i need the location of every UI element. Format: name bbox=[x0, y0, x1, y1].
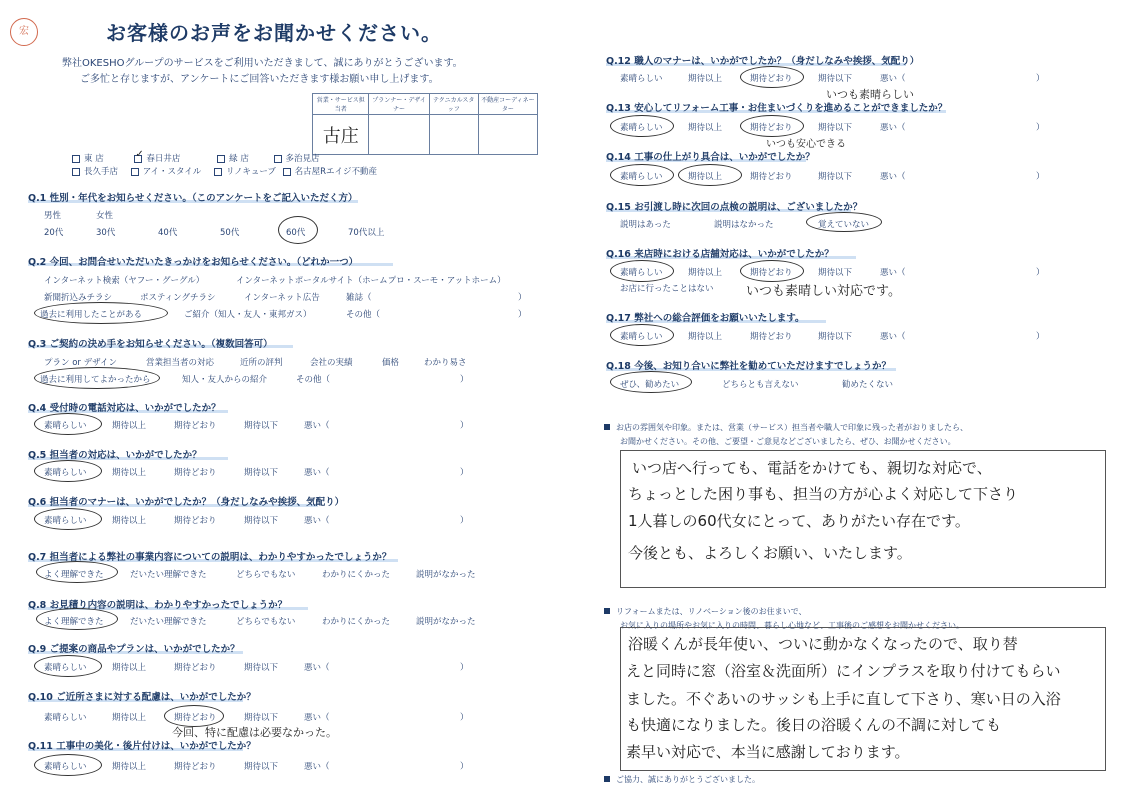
q18-option[interactable]: どちらとも言えない bbox=[722, 380, 799, 390]
bullet-square-icon bbox=[604, 776, 610, 782]
comments2-prompt-1: リフォームまたは、リノベーション後のお住まいで、 bbox=[604, 606, 806, 617]
comments1-prompt-2: お聞かせください。その他、ご要望・ご意見などございましたら、ぜひ、お聞かせください。 bbox=[620, 437, 956, 446]
store-label: 名古屋Rエイジ不動産 bbox=[294, 167, 378, 177]
staff-planner-cell[interactable] bbox=[369, 115, 429, 155]
store-checkbox[interactable] bbox=[214, 168, 222, 176]
comments1-line: ちょっとした困り事も、担当の方が心よく対応して下さり bbox=[628, 485, 1019, 503]
q14-option[interactable]: 期待以下 bbox=[818, 172, 853, 182]
comments1-line: 1人暮しの60代女にとって、ありがたい存在です。 bbox=[628, 512, 970, 530]
q12-option[interactable]: 期待以上 bbox=[688, 74, 723, 84]
store-label: アイ・スタイル bbox=[142, 167, 202, 177]
q10-paren-close: ） bbox=[460, 713, 469, 723]
q16-option-never-visited[interactable]: お店に行ったことはない bbox=[620, 284, 714, 294]
q13-option[interactable]: 素晴らしい bbox=[620, 123, 663, 133]
q5-paren-close: ） bbox=[460, 468, 469, 478]
q16-option[interactable]: 悪い（ bbox=[880, 268, 906, 278]
q3-option[interactable]: 知人・友人からの紹介 bbox=[182, 375, 268, 385]
q1-age-70[interactable]: 70代以上 bbox=[348, 228, 385, 238]
store-checkbox[interactable] bbox=[72, 168, 80, 176]
q7-label: Q.7 担当者による弊社の事業内容についての説明は、わかりやすかったでしょうか？ bbox=[28, 552, 392, 563]
store-label: 長久手店 bbox=[84, 167, 119, 177]
staff-header-realestate: 不動産コーディネーター bbox=[478, 94, 537, 115]
store-label: リノキューブ bbox=[226, 167, 276, 177]
q7-option[interactable]: 説明がなかった bbox=[416, 570, 476, 580]
q9-option[interactable]: 素晴らしい bbox=[44, 663, 87, 673]
q5-option[interactable]: 期待以下 bbox=[244, 468, 279, 478]
q6-option[interactable]: 期待どおり bbox=[174, 516, 217, 526]
q14-option[interactable]: 素晴らしい bbox=[620, 172, 663, 182]
q13-paren-close: ） bbox=[1036, 123, 1045, 133]
staff-technical-cell[interactable] bbox=[429, 115, 478, 155]
q18-answer-circle bbox=[610, 371, 692, 393]
intro-line-2: ご多忙と存じますが、アンケートにご回答いただきます様お願い申し上げます。 bbox=[80, 74, 439, 85]
q17-option[interactable]: 悪い（ bbox=[880, 332, 906, 342]
comments2-line: ました。不ぐあいのサッシも上手に直して下さり、寒い日の入浴 bbox=[626, 690, 1061, 708]
staff-header-planner: プランナー・デザイナー bbox=[369, 94, 429, 115]
q2-paren-close: ） bbox=[518, 293, 527, 303]
store-checkbox[interactable] bbox=[283, 168, 291, 176]
q1-age-50[interactable]: 50代 bbox=[220, 228, 240, 238]
q9-paren-close: ） bbox=[460, 663, 469, 673]
q2-option[interactable]: インターネット検索（ヤフー・グーグル） bbox=[44, 276, 205, 286]
q13-option[interactable]: 期待以下 bbox=[818, 123, 853, 133]
q6-option[interactable]: 期待以下 bbox=[244, 516, 279, 526]
q5-option[interactable]: 悪い（ bbox=[304, 468, 330, 478]
bullet-square-icon bbox=[604, 608, 610, 614]
q6-answer-circle bbox=[34, 508, 102, 530]
q3-option[interactable]: プラン or デザイン bbox=[44, 358, 118, 368]
store-label: 多治見店 bbox=[285, 154, 320, 164]
intro-line-1: 弊社OKESHOグループのサービスをご利用いただきまして、誠にありがとうございます。 bbox=[62, 58, 463, 69]
q14-option[interactable]: 期待どおり bbox=[750, 172, 793, 182]
q11-option[interactable]: 期待以下 bbox=[244, 762, 279, 772]
q11-label: Q.11 工事中の美化・後片付けは、いかがでしたか？ bbox=[28, 741, 256, 752]
q4-label: Q.4 受付時の電話対応は、いかがでしたか？ bbox=[28, 403, 221, 414]
q17-option[interactable]: 素晴らしい bbox=[620, 332, 663, 342]
q16-option[interactable]: 素晴らしい bbox=[620, 268, 663, 278]
q3-option[interactable]: 過去に利用してよかったから bbox=[40, 375, 151, 385]
q4-option[interactable]: 期待以下 bbox=[244, 421, 279, 431]
q6-paren-close: ） bbox=[460, 516, 469, 526]
store-label: 春日井店 bbox=[146, 154, 181, 164]
q3-option[interactable]: 営業担当者の対応 bbox=[146, 358, 215, 368]
q6-option[interactable]: 素晴らしい bbox=[44, 516, 87, 526]
q7-option[interactable]: よく理解できた bbox=[44, 570, 104, 580]
q14-answer-circle bbox=[610, 164, 674, 186]
q18-label: Q.18 今後、お知り合いに弊社を勧めていただけますでしょうか？ bbox=[606, 361, 891, 372]
q10-option[interactable]: 期待どおり bbox=[174, 713, 217, 723]
q16-label: Q.16 来店時における店舗対応は、いかがでしたか？ bbox=[606, 249, 834, 260]
q8-option[interactable]: だいたい理解できた bbox=[130, 617, 207, 627]
staff-sales-name[interactable]: 古庄 bbox=[313, 115, 369, 155]
q17-answer-circle bbox=[610, 324, 674, 346]
q7-option[interactable]: だいたい理解できた bbox=[130, 570, 207, 580]
page-title: お客様のお声をお聞かせください。 bbox=[106, 21, 442, 45]
q11-option[interactable]: 期待どおり bbox=[174, 762, 217, 772]
q10-handwritten-note: 今回、特に配慮は必要なかった。 bbox=[172, 726, 337, 739]
q8-answer-circle bbox=[36, 608, 118, 630]
q4-option[interactable]: 期待どおり bbox=[174, 421, 217, 431]
q17-paren-close: ） bbox=[1036, 332, 1045, 342]
staff-table bbox=[312, 93, 538, 155]
q14-option[interactable]: 期待以上 bbox=[688, 172, 723, 182]
q2-option[interactable]: ポスティングチラシ bbox=[140, 293, 216, 303]
q2-option[interactable]: 過去に利用したことがある bbox=[40, 310, 143, 320]
q13-handwritten-note: いつも安心できる bbox=[766, 139, 846, 150]
comments2-line: えと同時に窓（浴室＆洗面所）にインプラスを取り付けてもらい bbox=[626, 662, 1061, 680]
q14-paren-close: ） bbox=[1036, 172, 1045, 182]
q8-option[interactable]: どちらでもない bbox=[236, 617, 296, 627]
q15-answer-circle bbox=[806, 212, 882, 232]
q16-paren-close: ） bbox=[1036, 268, 1045, 278]
q10-option[interactable]: 期待以下 bbox=[244, 713, 279, 723]
q3-label: Q.3 ご契約の決め手をお知らせください。（複数回答可） bbox=[28, 339, 273, 350]
q2-label: Q.2 今回、お問合せいただいたきっかけをお知らせください。（どれか一つ） bbox=[28, 257, 359, 268]
q4-option[interactable]: 悪い（ bbox=[304, 421, 330, 431]
q13-answer-circle bbox=[610, 115, 674, 137]
q5-option[interactable]: 期待どおり bbox=[174, 468, 217, 478]
q4-option[interactable]: 素晴らしい bbox=[44, 421, 87, 431]
store-checkbox[interactable] bbox=[131, 168, 139, 176]
q11-answer-circle bbox=[34, 754, 102, 776]
q11-option[interactable]: 悪い（ bbox=[304, 762, 330, 772]
q9-option[interactable]: 期待以上 bbox=[112, 663, 147, 673]
q13-answer-circle bbox=[740, 115, 804, 137]
q12-option[interactable]: 悪い（ bbox=[880, 74, 906, 84]
q9-label: Q.9 ご提案の商品やプランは、いかがでしたか？ bbox=[28, 644, 240, 655]
staff-header-sales: 営業・サービス担当者 bbox=[313, 94, 369, 115]
q10-option[interactable]: 期待以上 bbox=[112, 713, 147, 723]
q17-option[interactable]: 期待以下 bbox=[818, 332, 853, 342]
q8-option[interactable]: わかりにくかった bbox=[322, 617, 391, 627]
store-checkbox[interactable] bbox=[72, 155, 80, 163]
q14-answer-circle bbox=[678, 164, 742, 186]
q16-answer-circle bbox=[610, 260, 674, 282]
q3-option[interactable]: 近所の評判 bbox=[240, 358, 283, 368]
q6-option[interactable]: 悪い（ bbox=[304, 516, 330, 526]
footer-thanks: ご協力、誠にありがとうございました。 bbox=[604, 774, 760, 785]
q3-option-other[interactable]: その他（ bbox=[296, 375, 331, 385]
comments1-prompt-1: お店の雰囲気や印象。または、営業（サービス）担当者や職人で印象に残った者がおりましたら、 bbox=[604, 422, 968, 433]
q12-answer-circle bbox=[740, 66, 804, 88]
q14-label: Q.14 工事の仕上がり具合は、いかがでしたか？ bbox=[606, 152, 815, 163]
q8-option[interactable]: 説明がなかった bbox=[416, 617, 476, 627]
comments2-line: 素早い対応で、本当に感謝しております。 bbox=[626, 743, 910, 761]
q3-option[interactable]: わかり易さ bbox=[424, 358, 467, 368]
q7-answer-circle bbox=[36, 561, 118, 583]
store-row-1 bbox=[72, 148, 320, 164]
q2-paren-close: ） bbox=[518, 310, 527, 320]
q18-option[interactable]: ぜひ、勧めたい bbox=[620, 380, 680, 390]
store-row-2 bbox=[72, 165, 377, 177]
q1-age-20[interactable]: 20代 bbox=[44, 228, 64, 238]
q12-handwritten-note: いつも素晴らしい bbox=[826, 88, 914, 101]
q2-option[interactable]: インターネットポータルサイト（ホームプロ・スーモ・アットホーム） bbox=[236, 276, 506, 286]
q16-option[interactable]: 期待どおり bbox=[750, 268, 793, 278]
store-checkbox-kasugai[interactable] bbox=[134, 148, 144, 163]
q4-answer-circle bbox=[34, 413, 102, 435]
q17-option[interactable]: 期待どおり bbox=[750, 332, 793, 342]
q6-option[interactable]: 期待以上 bbox=[112, 516, 147, 526]
q5-answer-circle bbox=[34, 460, 102, 482]
staff-realestate-cell[interactable] bbox=[478, 115, 537, 155]
q11-option[interactable]: 期待以上 bbox=[112, 762, 147, 772]
comments2-line: も快適になりました。後日の浴暖くんの不調に対しても bbox=[626, 716, 1002, 734]
q16-answer-circle bbox=[740, 260, 804, 282]
q15-option[interactable]: 説明はあった bbox=[620, 220, 671, 230]
q2-option[interactable]: インターネット広告 bbox=[244, 293, 320, 303]
q12-label: Q.12 職人のマナーは、いかがでしたか？（身だしなみや挨拶、気配り） bbox=[606, 56, 920, 67]
q12-option[interactable]: 期待どおり bbox=[750, 74, 793, 84]
q17-option[interactable]: 期待以上 bbox=[688, 332, 723, 342]
q13-label: Q.13 安心してリフォーム工事・お住まいづくりを進めることができましたか？ bbox=[606, 103, 948, 114]
q3-paren-close: ） bbox=[460, 375, 469, 385]
q13-option[interactable]: 期待以上 bbox=[688, 123, 723, 133]
q8-option[interactable]: よく理解できた bbox=[44, 617, 104, 627]
q3-answer-circle bbox=[34, 367, 160, 389]
q1-gender-male[interactable]: 男性 bbox=[44, 211, 62, 221]
q10-option[interactable]: 悪い（ bbox=[304, 713, 330, 723]
q2-answer-circle bbox=[34, 302, 168, 324]
q2-option[interactable]: ご紹介（知人・友人・東邦ガス） bbox=[184, 310, 312, 320]
q9-option[interactable]: 期待以下 bbox=[244, 663, 279, 673]
q1-age-30[interactable]: 30代 bbox=[96, 228, 116, 238]
q9-option[interactable]: 期待どおり bbox=[174, 663, 217, 673]
q5-label: Q.5 担当者の対応は、いかがでしたか？ bbox=[28, 450, 202, 461]
q6-label: Q.6 担当者のマナーは、いかがでしたか？（身だしなみや挨拶、気配り） bbox=[28, 497, 345, 508]
q11-option[interactable]: 素晴らしい bbox=[44, 762, 87, 772]
seal-stamp: 宏 bbox=[10, 18, 38, 46]
q18-option[interactable]: 勧めたくない bbox=[842, 380, 894, 390]
staff-header-technical: テクニカルスタッフ bbox=[429, 94, 478, 115]
q12-option[interactable]: 期待以下 bbox=[818, 74, 853, 84]
q11-paren-close: ） bbox=[460, 762, 469, 772]
q1-label: Q.1 性別・年代をお知らせください。（このアンケートをご記入いただく方） bbox=[28, 193, 358, 204]
q7-option[interactable]: どちらでもない bbox=[236, 570, 296, 580]
q3-option[interactable]: 価格 bbox=[382, 358, 400, 368]
q16-option[interactable]: 期待以上 bbox=[688, 268, 723, 278]
q3-option[interactable]: 会社の実績 bbox=[310, 358, 353, 368]
q4-option[interactable]: 期待以上 bbox=[112, 421, 147, 431]
q16-option[interactable]: 期待以下 bbox=[818, 268, 853, 278]
q1-answer-circle bbox=[278, 216, 318, 244]
q13-option[interactable]: 期待どおり bbox=[750, 123, 793, 133]
q1-age-40[interactable]: 40代 bbox=[158, 228, 178, 238]
q1-age-60[interactable]: 60代 bbox=[286, 228, 306, 238]
check-mark-icon: ✓ bbox=[135, 148, 144, 160]
q14-option[interactable]: 悪い（ bbox=[880, 172, 906, 182]
q2-option-other[interactable]: その他（ bbox=[346, 310, 381, 320]
q8-label: Q.8 お見積り内容の説明は、わかりやすかったでしょうか？ bbox=[28, 600, 288, 611]
q15-option[interactable]: 説明はなかった bbox=[714, 220, 774, 230]
store-checkbox[interactable] bbox=[217, 155, 225, 163]
q15-label: Q.15 お引渡し時に次回の点検の説明は、ございましたか？ bbox=[606, 202, 863, 213]
bullet-square-icon bbox=[604, 424, 610, 430]
q7-option[interactable]: わかりにくかった bbox=[322, 570, 391, 580]
store-label: 緑 店 bbox=[229, 154, 249, 164]
comments2-prompt-2: お気に入りの場所やお気に入りの時間、暮らし心地など、工事後のご感想をお聞かせください。 bbox=[620, 621, 964, 630]
q5-option[interactable]: 期待以上 bbox=[112, 468, 147, 478]
q5-option[interactable]: 素晴らしい bbox=[44, 468, 87, 478]
comments1-line: いつ店へ行っても、電話をかけても、親切な対応で、 bbox=[632, 459, 992, 477]
comments1-line: 今後とも、よろしくお願い、いたします。 bbox=[628, 544, 912, 562]
q9-option[interactable]: 悪い（ bbox=[304, 663, 330, 673]
q10-option[interactable]: 素晴らしい bbox=[44, 713, 87, 723]
q12-option[interactable]: 素晴らしい bbox=[620, 74, 663, 84]
q17-label: Q.17 弊社への総合評価をお願いいたします。 bbox=[606, 313, 805, 324]
store-label: 東 店 bbox=[84, 154, 104, 164]
q16-handwritten-note: いつも素晴しい対応です。 bbox=[746, 284, 901, 299]
q4-paren-close: ） bbox=[460, 421, 469, 431]
store-checkbox[interactable] bbox=[274, 155, 282, 163]
comments2-line: 浴暖くんが長年使い、ついに動かなくなったので、取り替 bbox=[628, 635, 1018, 653]
q15-option[interactable]: 覚えていない bbox=[818, 220, 870, 230]
q2-option-magazine[interactable]: 雑誌（ bbox=[346, 293, 372, 303]
q13-option[interactable]: 悪い（ bbox=[880, 123, 906, 133]
q10-label: Q.10 ご近所さまに対する配慮は、いかがでしたか？ bbox=[28, 692, 256, 703]
q12-paren-close: ） bbox=[1036, 74, 1045, 84]
q9-answer-circle bbox=[34, 655, 102, 677]
q1-gender-female[interactable]: 女性 bbox=[96, 211, 114, 221]
q2-option[interactable]: 新聞折込みチラシ bbox=[44, 293, 113, 303]
